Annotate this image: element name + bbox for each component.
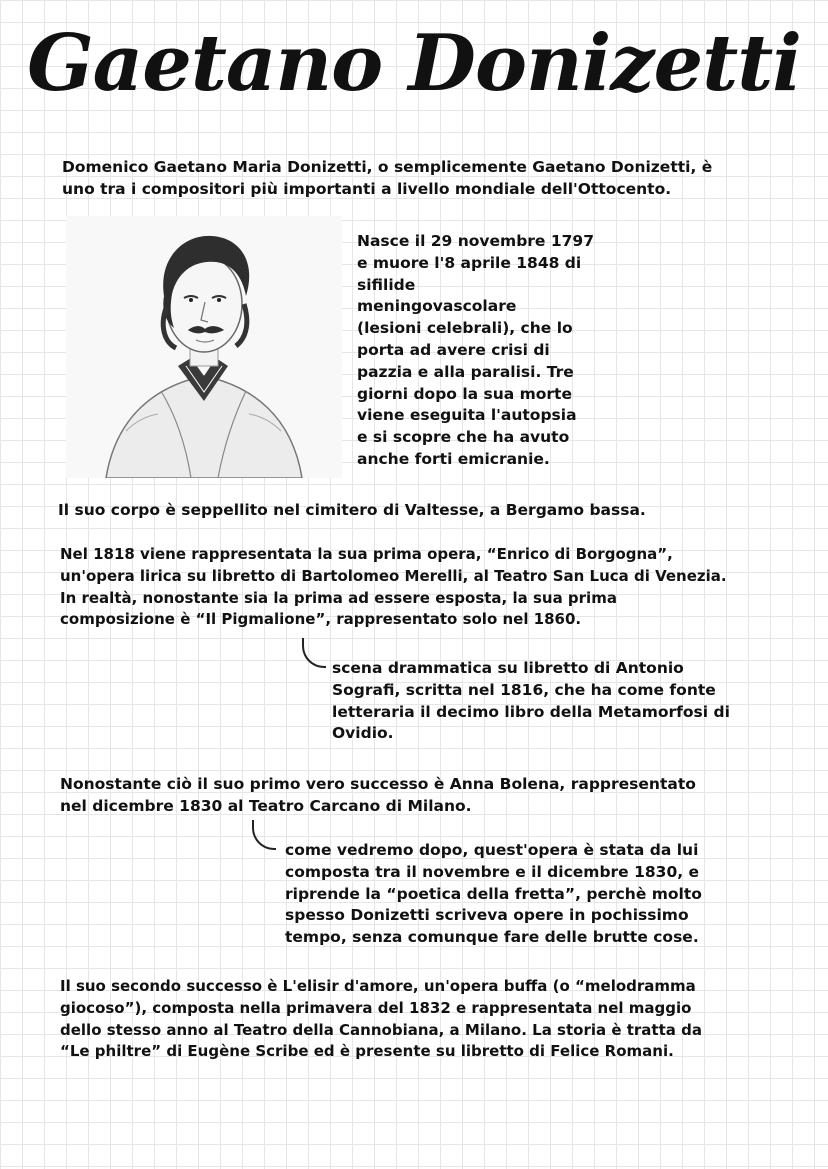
- page-title: Gaetano Donizetti: [27, 18, 801, 109]
- bio-line: meningovascolare: [357, 297, 517, 316]
- note-connector-1: [302, 638, 326, 668]
- bio-line: pazzia e alla paralisi. Tre: [357, 362, 574, 381]
- bio-line: porta ad avere crisi di: [357, 340, 550, 359]
- biography-paragraph: [357, 231, 607, 471]
- burial-paragraph: Il suo corpo è seppellito nel cimitero di Valtesse, a Bergamo bassa.: [58, 501, 646, 519]
- intro-paragraph: Domenico Gaetano Maria Donizetti, o semplicemente Gaetano Donizetti, è uno tra i compositori più importanti a livello mondiale dell'Ottocento.: [62, 158, 713, 198]
- note-line: scena drammatica su libretto di Antonio: [332, 659, 684, 677]
- elisir-line: Il suo secondo successo è L'elisir d'amore, un'opera buffa (o “melodramma: [60, 977, 696, 995]
- pigmalione-note: [332, 658, 772, 745]
- note-line: Sografi, scritta nel 1816, che ha come fonte: [332, 680, 716, 699]
- first-opera-line: In realtà, nonostante sia la prima ad essere esposta, la sua prima: [60, 588, 617, 607]
- success-line: Nonostante ciò il suo primo vero successo è Anna Bolena, rappresentato: [60, 775, 696, 793]
- bio-line: anche forti emicranie.: [357, 449, 550, 468]
- note-line: tempo, senza comunque fare delle brutte cose.: [285, 928, 699, 947]
- bio-line: (lesioni celebrali), che lo: [357, 319, 573, 338]
- first-opera-line: un'opera lirica su libretto di Bartolomeo Merelli, al Teatro San Luca di Venezia.: [60, 566, 727, 585]
- portrait-engraving-icon: [66, 216, 342, 478]
- note-line: composta tra il novembre e il dicembre 1830, e: [285, 862, 700, 881]
- elisir-paragraph: [60, 976, 800, 1063]
- first-opera-line: Nel 1818 viene rappresentata la sua prima opera, “Enrico di Borgogna”,: [60, 545, 673, 563]
- first-success-paragraph: [60, 774, 800, 818]
- bolena-note: [285, 840, 745, 949]
- portrait-image: [66, 216, 342, 478]
- bio-line: giorni dopo la sua morte: [357, 384, 572, 403]
- bio-line: sifilide: [357, 275, 416, 294]
- elisir-line: dello stesso anno al Teatro della Cannobiana, a Milano. La storia è tratta da: [60, 1020, 702, 1039]
- note-line: come vedremo dopo, quest'opera è stata da lui: [285, 841, 699, 859]
- elisir-line: giocoso”), composta nella primavera del 1832 e rappresentata nel maggio: [60, 998, 692, 1017]
- note-line: riprende la “poetica della fretta”, perchè molto: [285, 884, 702, 903]
- note-line: Ovidio.: [332, 724, 394, 743]
- elisir-line: “Le philtre” di Eugène Scribe ed è presente su libretto di Felice Romani.: [60, 1042, 674, 1061]
- note-connector-2: [252, 820, 276, 850]
- first-opera-paragraph: [60, 544, 800, 631]
- note-line: letteraria il decimo libro della Metamorfosi di: [332, 702, 730, 721]
- bio-line: Nasce il 29 novembre 1797: [357, 232, 594, 250]
- note-line: spesso Donizetti scriveva opere in pochissimo: [285, 906, 689, 925]
- success-line: nel dicembre 1830 al Teatro Carcano di Milano.: [60, 796, 472, 815]
- bio-line: e si scopre che ha avuto: [357, 428, 570, 447]
- bio-line: viene eseguita l'autopsia: [357, 406, 577, 425]
- first-opera-line: composizione è “Il Pigmalione”, rappresentato solo nel 1860.: [60, 610, 582, 629]
- bio-line: e muore l'8 aprile 1848 di: [357, 253, 582, 272]
